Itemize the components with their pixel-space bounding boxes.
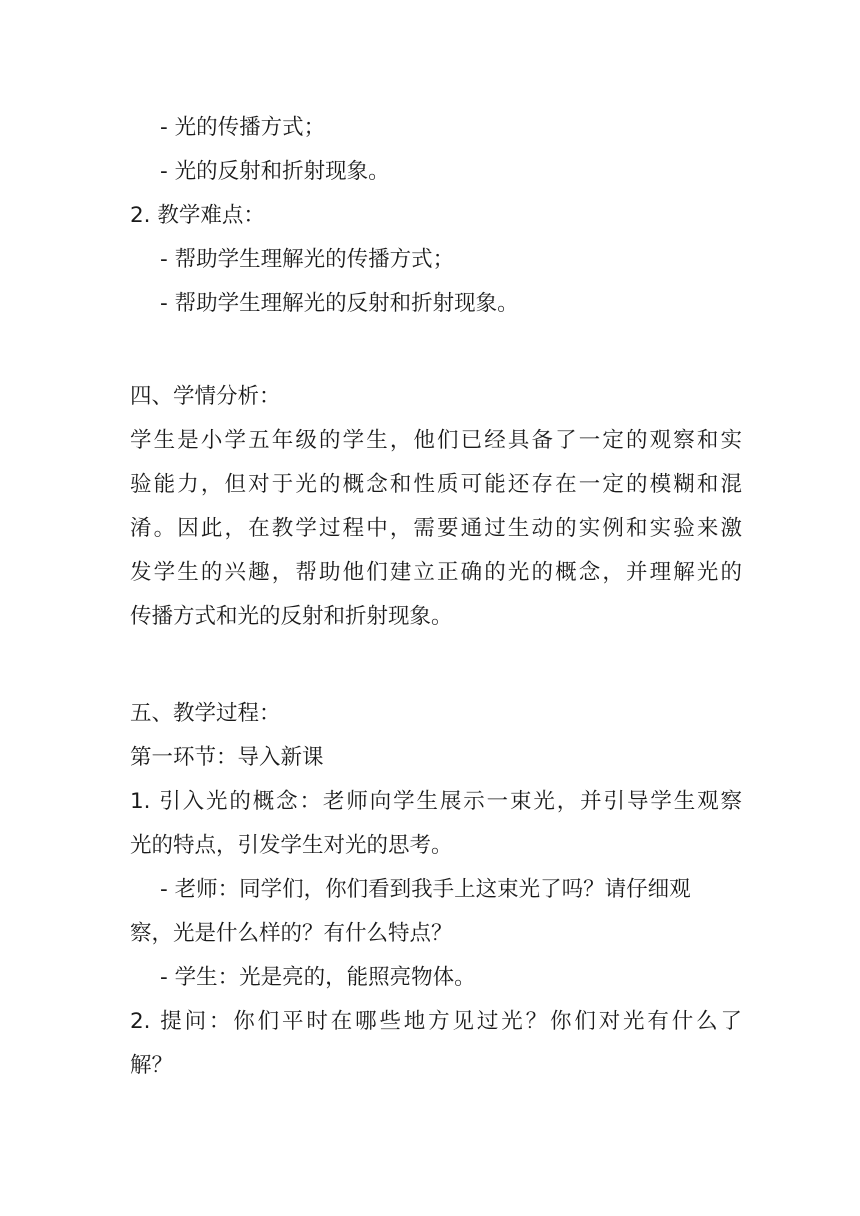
paragraph-line: 传播方式和光的反射和折射现象。 xyxy=(130,604,453,629)
paragraph-line: 1. 引入光的概念：老师向学生展示一束光，并引导学生观察 xyxy=(130,789,742,814)
paragraph-line: 光的特点，引发学生对光的思考。 xyxy=(130,833,453,858)
section-heading: 四、学情分析： xyxy=(130,384,281,409)
paragraph-line: 淆。因此，在教学过程中，需要通过生动的实例和实验来激 xyxy=(130,516,742,541)
paragraph-line: 解？ xyxy=(130,1053,174,1078)
paragraph-line: 发学生的兴趣，帮助他们建立正确的光的概念，并理解光的 xyxy=(130,560,742,585)
subsection-heading: 第一环节：导入新课 xyxy=(130,745,324,770)
dialogue-line: 察，光是什么样的？有什么特点？ xyxy=(130,921,453,946)
list-item: - 帮助学生理解光的传播方式； xyxy=(160,247,455,272)
dialogue-line: - 学生：光是亮的，能照亮物体。 xyxy=(160,965,476,990)
difficulty-heading: 2. 教学难点： xyxy=(130,203,265,228)
paragraph-line: 学生是小学五年级的学生，他们已经具备了一定的观察和实 xyxy=(130,428,742,453)
section-heading: 五、教学过程： xyxy=(130,701,281,726)
paragraph-line: 2. 提问：你们平时在哪些地方见过光？你们对光有什么了 xyxy=(130,1009,742,1034)
list-item: - 帮助学生理解光的反射和折射现象。 xyxy=(160,291,519,316)
dialogue-line: - 老师：同学们，你们看到我手上这束光了吗？请仔细观 xyxy=(160,877,691,902)
list-item: - 光的反射和折射现象。 xyxy=(160,159,390,184)
paragraph-line: 验能力，但对于光的概念和性质可能还存在一定的模糊和混 xyxy=(130,472,742,497)
list-item: - 光的传播方式； xyxy=(160,115,326,140)
